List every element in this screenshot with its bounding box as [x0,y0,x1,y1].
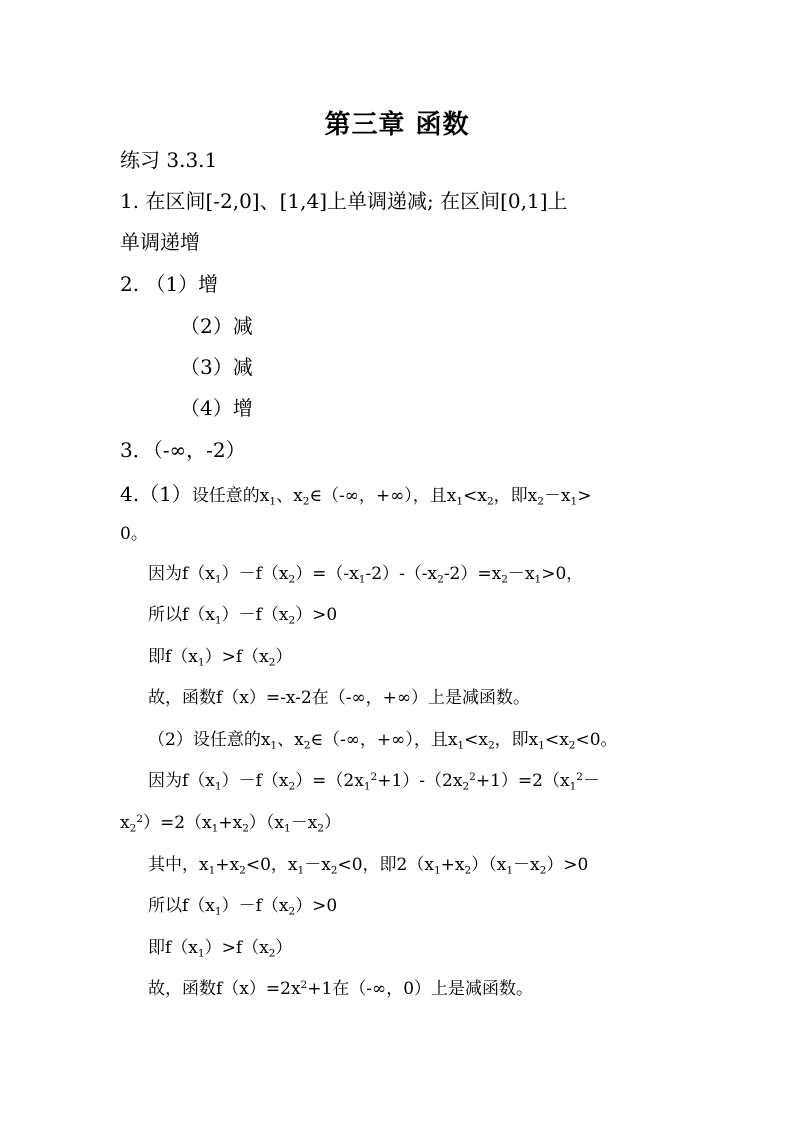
q4-p2-line-1 [148,730,618,752]
q4-p1-that-is: 即$f(x_1)>f(x_2)$ [148,647,293,669]
q4-p1-therefore: 所以$f(x_1)-f(x_2)>0$ [148,605,338,627]
page-title: 第三章 函数 [324,110,470,140]
question-2-part-4: （4）增 [180,396,253,420]
question-1-line-1: 1. 在区间[-2,0]、[1,4]上单调递减; 在区间[0,1]上 [120,189,568,213]
q4-p2-conclusion: 故，函数$f(x)=2x^2+1$在（-∞，0）上是减函数。 [148,979,534,999]
question-2-part-1: 2. （1）增 [120,272,219,296]
q4-p2-label: （2） [148,730,193,750]
q4-p1-continuation: 0。 [120,524,148,544]
question-3: 3．（-∞，-2） [120,438,246,462]
question-1-line-2: 单调递增 [120,230,200,254]
q4-p2-where: 其中，$x_1+x_2<0$，$x_1-x_2<0$，即$2(x_1+x_2)(x_1-x_2)>0$ [148,855,589,877]
q4-p2-that-is: 即$f(x_1)>f(x_2)$ [148,938,293,960]
q4-p1-because: 因为$f(x_1)-f(x_2)=(-x_1-2)-(-x_2-2)=x_2-x_1>0$， [148,564,584,586]
q4-p2-because-2: $x_2^2)=2(x_1+x_2)(x_1-x_2)$ [120,813,341,835]
question-4-label: 4.（1） [120,482,192,506]
question-4-line-1 [120,482,592,508]
section-heading: 练习 3.3.1 [120,148,218,172]
q4-p2-because-1: 因为$f(x_1)-f(x_2)=(2x_1^2+1)-(2x_2^2+1)=2(x_1^2-$ [148,771,600,793]
question-2-part-2: （2）减 [180,314,253,338]
q4-p2-assumption: 设任意的$x_1$、$x_2\in(-\infty$，+∞），且$x_1<x_2$，即$x_1<x_2<0$。 [192,730,618,752]
question-2-part-3: （3）减 [180,355,253,379]
q4-p1-conclusion: 故，函数f（x）=-x-2在（-∞，+∞）上是减函数。 [148,688,531,708]
q4-p2-therefore: 所以$f(x_1)-f(x_2)>0$ [148,896,338,918]
q4-p1-assumption: 设任意的$x_1$、$x_2\in(-\infty$，+∞），且$x_1<x_2$，即$x_2-x_1>$ [191,486,592,508]
